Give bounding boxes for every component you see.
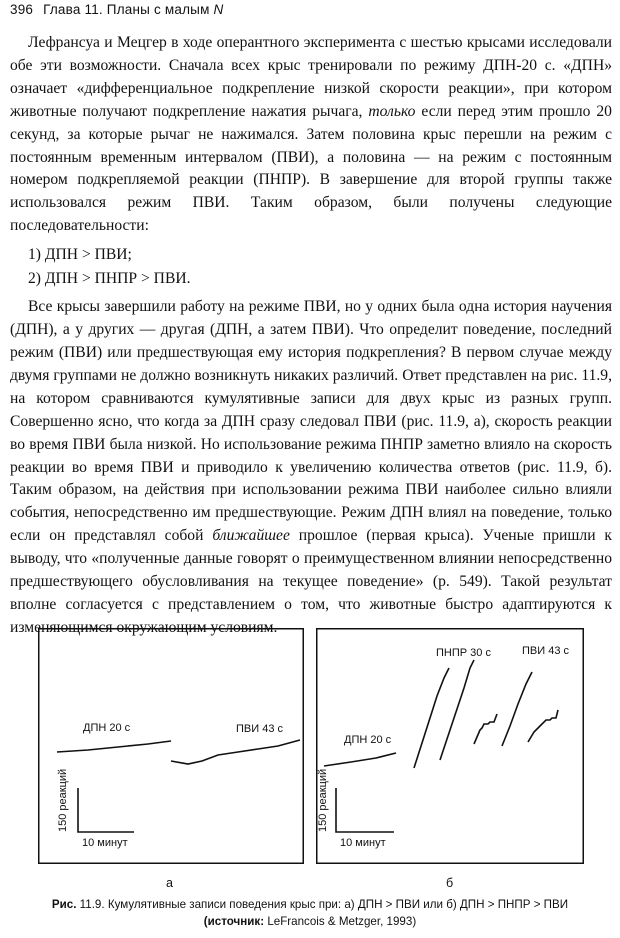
panel-b-y-scale-label: 150 реакций bbox=[317, 768, 329, 832]
caption-text: Кумулятивные записи поведения крыс при: а) ДПН > ПВИ или б) ДПН > ПНПР > ПВИ bbox=[107, 898, 569, 911]
caption-line-1 bbox=[0, 896, 620, 913]
paragraph-2 bbox=[10, 296, 612, 640]
paragraph-1 bbox=[10, 32, 612, 238]
panel-a-x-scale-label: 10 минут bbox=[82, 837, 128, 849]
cumulative-record-a bbox=[38, 628, 304, 864]
panel-b-curve2-label: ПНПР 30 с bbox=[436, 647, 491, 659]
source-label: (источник: bbox=[203, 915, 265, 928]
panel-a-dpn-curve bbox=[57, 741, 171, 752]
panel-b-pvi-curve-3 bbox=[528, 710, 558, 742]
list-item: 1) ДПН > ПВИ; bbox=[28, 246, 132, 264]
panel-b-pvi-curve-1 bbox=[502, 672, 532, 746]
panel-b-pnpr-curve-1 bbox=[414, 668, 449, 768]
paragraph-1-rest: если перед этим прошло 20 секунд, за которые рычаг не нажимался. Затем половина крыс перешли на режим с постоянным временным интервалом (ПВИ), а половина — на режим с постоянным номером подкрепляемой реакции (ПНПР). В завершение для второй группы также использовался режим ПВИ. Таким образом, были получены следующие последовательности: bbox=[10, 102, 612, 235]
page-number: 396 bbox=[10, 2, 34, 17]
body-text bbox=[10, 32, 612, 640]
figure-caption bbox=[0, 896, 620, 930]
panel-b-label: б bbox=[446, 876, 454, 890]
running-header bbox=[10, 2, 223, 17]
panel-b-pvi-curve-2 bbox=[474, 714, 497, 744]
panel-a-pvi-curve bbox=[171, 740, 300, 764]
panel-a-curve1-label: ДПН 20 с bbox=[83, 722, 131, 734]
paragraph-1-emphasis: только bbox=[368, 102, 416, 120]
list-item: 2) ДПН > ПНПР > ПВИ. bbox=[28, 270, 191, 288]
caption-number: 11.9. bbox=[79, 898, 105, 911]
source-text: LeFrancois & Metzger, 1993) bbox=[267, 915, 417, 928]
panel-b-curve3-label: ПВИ 43 с bbox=[522, 645, 569, 657]
panel-a-scale-axes bbox=[78, 788, 134, 832]
paragraph-2-text: Все крысы завершили работу на режиме ПВИ, но у одних была одна история научения (ДПН), а у других — другая (ДПН, а затем ПВИ). Что определит поведение, последний режим (ПВИ) или предшествующая ему история подкрепления? В первом случае между двумя группами не должно возникнуть никаких различий. Ответ представлен на рис. 11.9, на котором сравниваются кумулятивные записи для двух крыс из разных групп. Совершенно ясно, что когда за ДПН сразу следовал ПВИ (рис. 11.9, а), скорость реакции во время ПВИ была низкой. Но использование режима ПНПР заметно влияло на скорость реакции во время ПВИ и приводило к увеличению количества ответов (рис. 11.9, б). Таким образом, на действия при использовании режима ПВИ наиболее сильно влияли события, непосредственно им предшествующие. Режим ДПН влиял на поведение, только если он представлял собой bbox=[10, 298, 612, 545]
panel-b-dpn-curve bbox=[324, 753, 396, 766]
panel-a-label: а bbox=[166, 876, 173, 890]
panel-b-frame bbox=[317, 629, 584, 864]
panel-a-y-scale-label: 150 реакций bbox=[57, 768, 69, 832]
caption-line-2 bbox=[0, 913, 620, 930]
panel-b-x-scale-label: 10 минут bbox=[340, 837, 386, 849]
paragraph-2-rest: прошлое (первая крыса). Ученые пришли к выводу, что «полученные данные говорят о преимущественном влиянии непосредственно предшествующего обусловливания на текущее поведение» (р. 549). Такой результат вполне согласуется с представлением о том, что животные быстро адаптируются к изменяющимся окружающим условиям. bbox=[10, 527, 612, 636]
figure-panel-b bbox=[316, 628, 584, 864]
paragraph-1-text: Лефрансуа и Мецгер в ходе оперантного эксперимента с шестью крысами исследовали обе эти возможности. Сначала всех крыс тренировали по режиму ДПН-20 с. «ДПН» означает «дифференциальное подкрепление низкой скорости реакции», при котором животные получают подкрепление нажатия рычага, bbox=[10, 34, 612, 120]
chapter-title: Глава 11. Планы с малым bbox=[43, 2, 210, 17]
cumulative-record-b bbox=[316, 628, 584, 864]
paragraph-2-emphasis: ближайшее bbox=[212, 527, 290, 545]
sequence-list bbox=[10, 243, 612, 291]
panel-a-curve2-label: ПВИ 43 с bbox=[236, 723, 283, 735]
panel-b-scale-axes bbox=[336, 788, 394, 832]
panel-b-curve1-label: ДПН 20 с bbox=[344, 734, 392, 746]
figure-panel-a bbox=[38, 628, 304, 864]
caption-prefix: Рис. bbox=[51, 898, 77, 911]
chapter-title-variable: N bbox=[213, 2, 224, 17]
